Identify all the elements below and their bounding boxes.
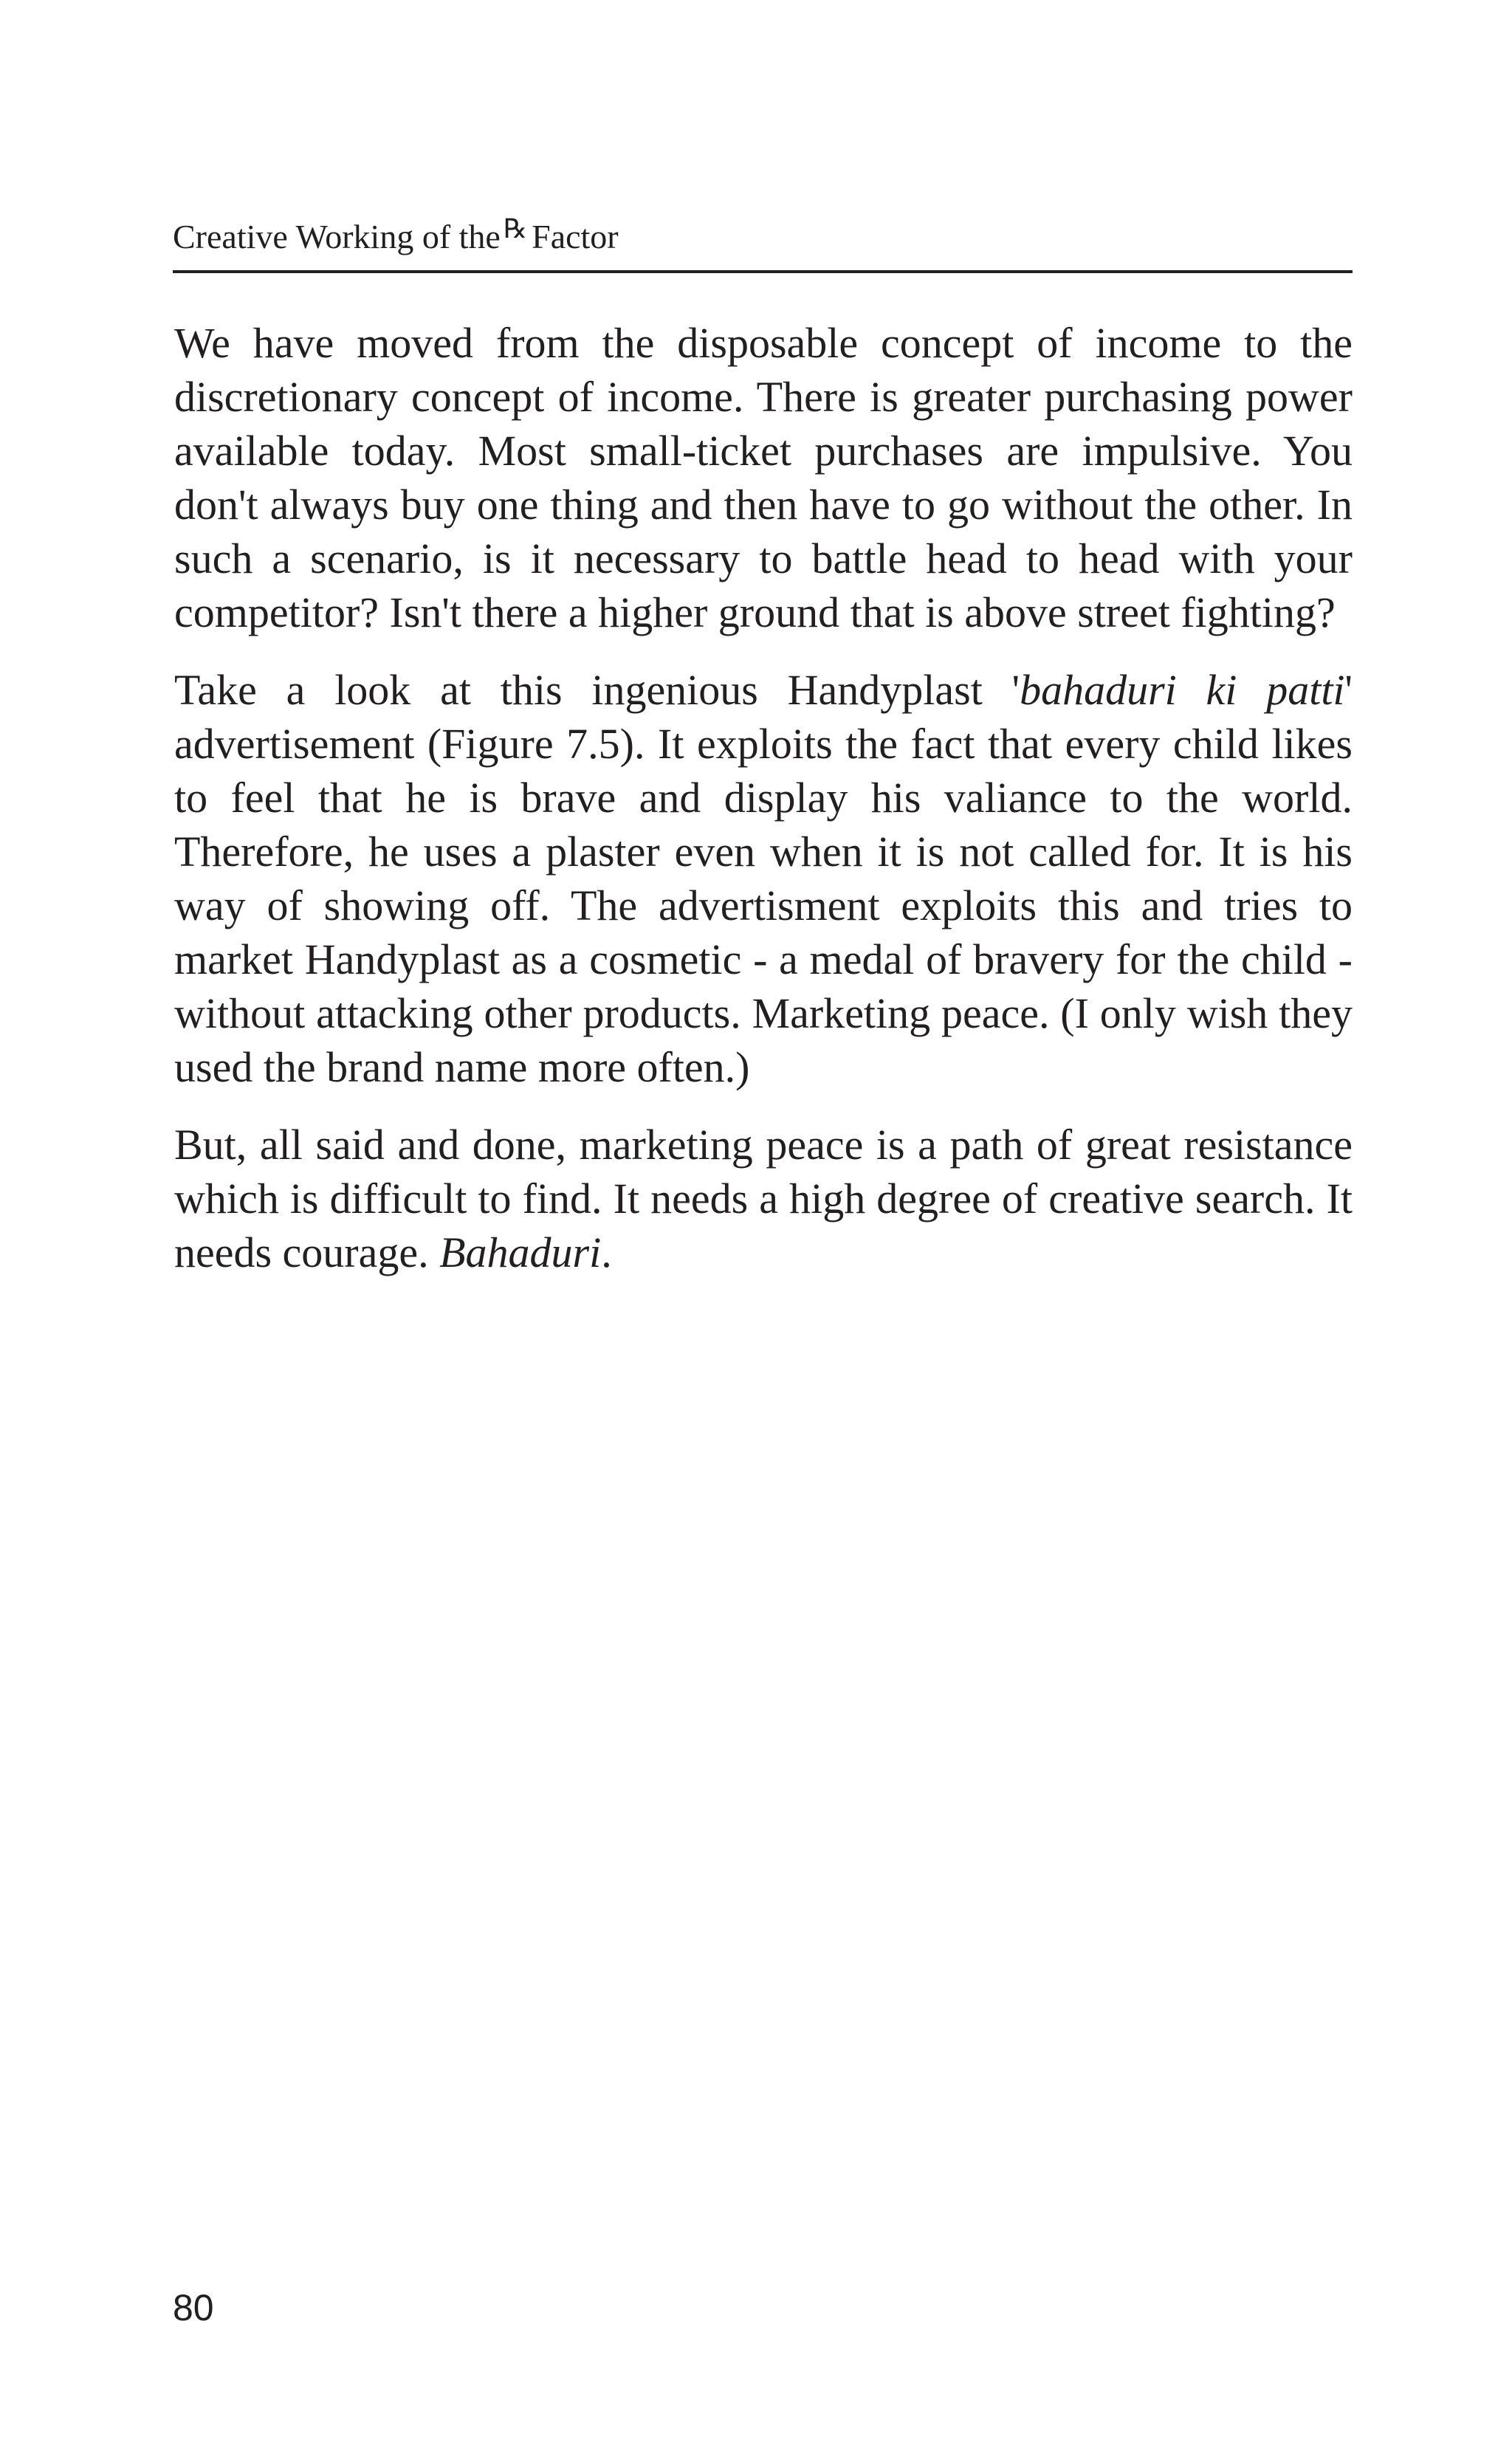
body-text (174, 316, 1353, 1303)
running-header (173, 211, 1353, 273)
header-title-end: Factor (532, 218, 619, 255)
paragraph-3-italic-word: Bahaduri (439, 1228, 602, 1276)
paragraph-3 (174, 1118, 1353, 1279)
paragraph-3-text-a: But, all said and done, marketing peace is a path of great resistance which is difficult to find. It needs a high degree of creative search. It needs courage. (174, 1121, 1353, 1276)
paragraph-3-text-b: . (601, 1228, 612, 1276)
header-title-start: Creative Working of the (173, 218, 501, 255)
paragraph-2-text-b: ' advertisement (Figure 7.5). It exploits the fact that every child likes to feel that he is brave and display his valiance to the world. Therefore, he uses a plaster even when it is not called for. It is his way of showing off. The advertisment exploits this and tries to market Handyplast as a cosmetic - a medal of bravery for the child - without attacking other products. Marketing peace. (I only wish they used the brand name more often.) (174, 666, 1353, 1091)
paragraph-2-italic-phrase: bahaduri ki patti (1020, 666, 1345, 714)
paragraph-2-text-a: Take a look at this ingenious Handyplast ' (174, 666, 1020, 714)
rx-symbol-icon: ℞ (503, 214, 528, 244)
paragraph-2 (174, 663, 1353, 1094)
paragraph-1: We have moved from the disposable concept of income to the discretionary concept of income. There is greater purchasing power available today. Most small-ticket purchases are impulsive. You don't always buy one thing and then have to go without the other. In such a scenario, is it necessary to battle head to head with your competitor? Isn't there a higher ground that is above street fighting? (174, 319, 1353, 636)
page-number: 80 (173, 2287, 214, 2328)
